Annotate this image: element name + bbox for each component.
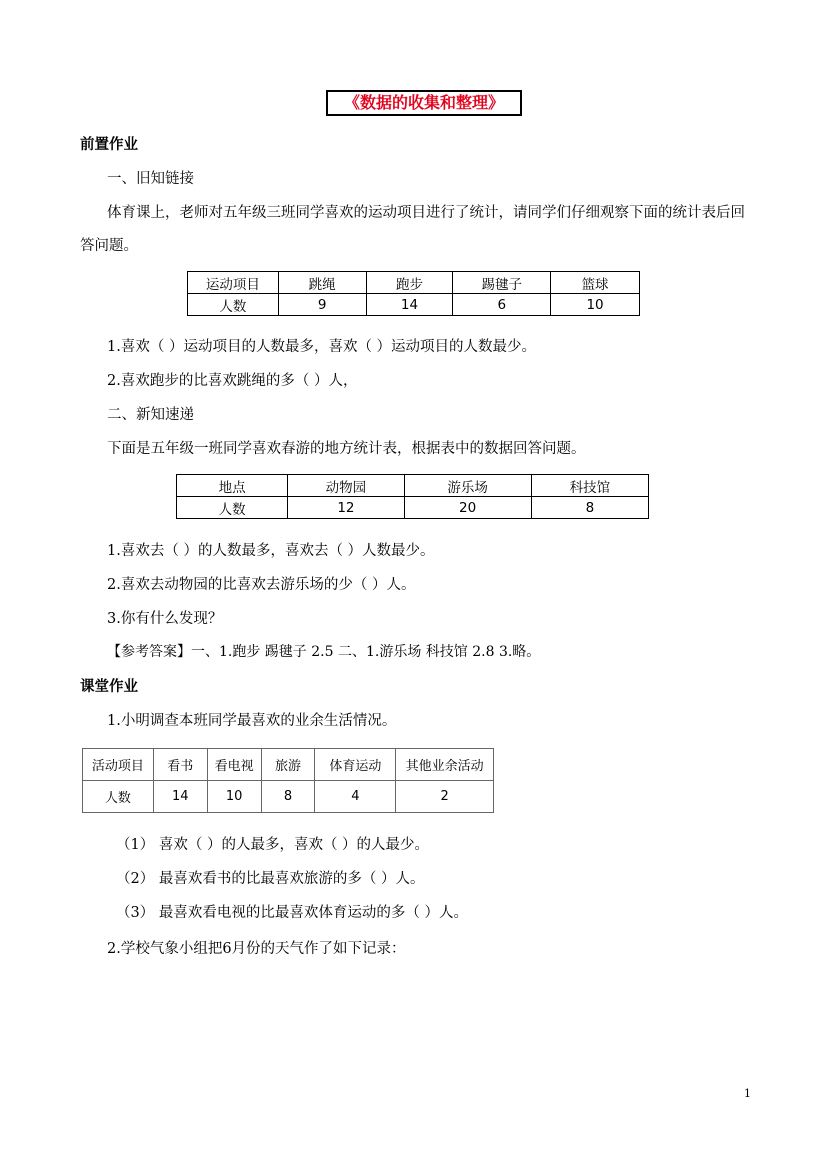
table-cell: 篮球 xyxy=(551,272,640,294)
table-row xyxy=(188,294,640,316)
question-most-least-place: 1.喜欢去（ ）的人数最多，喜欢去（ ）人数最少。 xyxy=(107,543,435,559)
sub-question-1: （1） 喜欢（ ）的人最多，喜欢（ ）的人最少。 xyxy=(116,837,430,853)
document-title: 《数据的收集和整理》 xyxy=(326,90,522,116)
question-weather-intro: 2.学校气象小组把6月份的天气作了如下记录： xyxy=(107,941,406,957)
sub-question-3: （3） 最喜欢看电视的比最喜欢体育运动的多（ ）人。 xyxy=(116,905,468,921)
table-cell: 运动项目 xyxy=(188,272,279,294)
table-header-row xyxy=(188,272,640,294)
table-header-row xyxy=(83,749,494,781)
table-cell: 旅游 xyxy=(261,749,315,781)
intro-text-line1: 体育课上，老师对五年级三班同学喜欢的运动项目进行了统计，请同学们仔细观察下面的统计表后回 xyxy=(107,205,745,221)
table-cell: 踢毽子 xyxy=(453,272,551,294)
spring-trip-table xyxy=(176,474,649,519)
part-heading-new: 二、新知速递 xyxy=(107,407,194,423)
table-cell: 6 xyxy=(453,294,551,316)
table-cell: 12 xyxy=(288,497,404,519)
table-cell: 8 xyxy=(531,497,648,519)
table-cell: 动物园 xyxy=(288,475,404,497)
table-cell: 人数 xyxy=(188,294,279,316)
table-cell: 人数 xyxy=(177,497,288,519)
table-cell: 10 xyxy=(551,294,640,316)
table-cell: 活动项目 xyxy=(83,749,154,781)
sports-table xyxy=(187,271,640,316)
table-cell: 地点 xyxy=(177,475,288,497)
sub-question-2: （2） 最喜欢看书的比最喜欢旅游的多（ ）人。 xyxy=(116,871,425,887)
table-header-row xyxy=(177,475,649,497)
table-cell: 体育运动 xyxy=(315,749,396,781)
table-row xyxy=(83,781,494,813)
table-cell: 14 xyxy=(366,294,453,316)
table-cell: 游乐场 xyxy=(404,475,531,497)
table-cell: 8 xyxy=(261,781,315,813)
reference-answer: 【参考答案】一、1.跑步 踢毽子 2.5 二、1.游乐场 科技馆 2.8 3.略。 xyxy=(107,644,541,660)
question-difference-place: 2.喜欢去动物园的比喜欢去游乐场的少（ ）人。 xyxy=(107,577,416,593)
question-difference-sport: 2.喜欢跑步的比喜欢跳绳的多（ ）人， xyxy=(107,373,358,389)
table-cell: 人数 xyxy=(83,781,154,813)
table-cell: 9 xyxy=(278,294,366,316)
page-number: 1 xyxy=(744,1087,751,1100)
table-cell: 2 xyxy=(396,781,494,813)
intro-text-line2: 答问题。 xyxy=(80,238,138,254)
leisure-table xyxy=(82,748,494,813)
table-cell: 看书 xyxy=(153,749,207,781)
part2-intro-text: 下面是五年级一班同学喜欢春游的地方统计表，根据表中的数据回答问题。 xyxy=(107,441,586,457)
section-heading-class: 课堂作业 xyxy=(80,678,138,695)
part-heading-review: 一、旧知链接 xyxy=(107,171,194,187)
table-cell: 4 xyxy=(315,781,396,813)
table-cell: 20 xyxy=(404,497,531,519)
section-heading-preview: 前置作业 xyxy=(80,136,138,153)
table-cell: 其他业余活动 xyxy=(396,749,494,781)
table-cell: 14 xyxy=(153,781,207,813)
table-cell: 看电视 xyxy=(207,749,261,781)
table-cell: 跑步 xyxy=(366,272,453,294)
question-most-least-sport: 1.喜欢（ ）运动项目的人数最多，喜欢（ ）运动项目的人数最少。 xyxy=(107,339,537,355)
table-cell: 跳绳 xyxy=(278,272,366,294)
question-discovery: 3.你有什么发现？ xyxy=(107,611,223,627)
table-cell: 10 xyxy=(207,781,261,813)
question-leisure-intro: 1.小明调查本班同学最喜欢的业余生活情况。 xyxy=(107,713,397,729)
table-cell: 科技馆 xyxy=(531,475,648,497)
table-row xyxy=(177,497,649,519)
